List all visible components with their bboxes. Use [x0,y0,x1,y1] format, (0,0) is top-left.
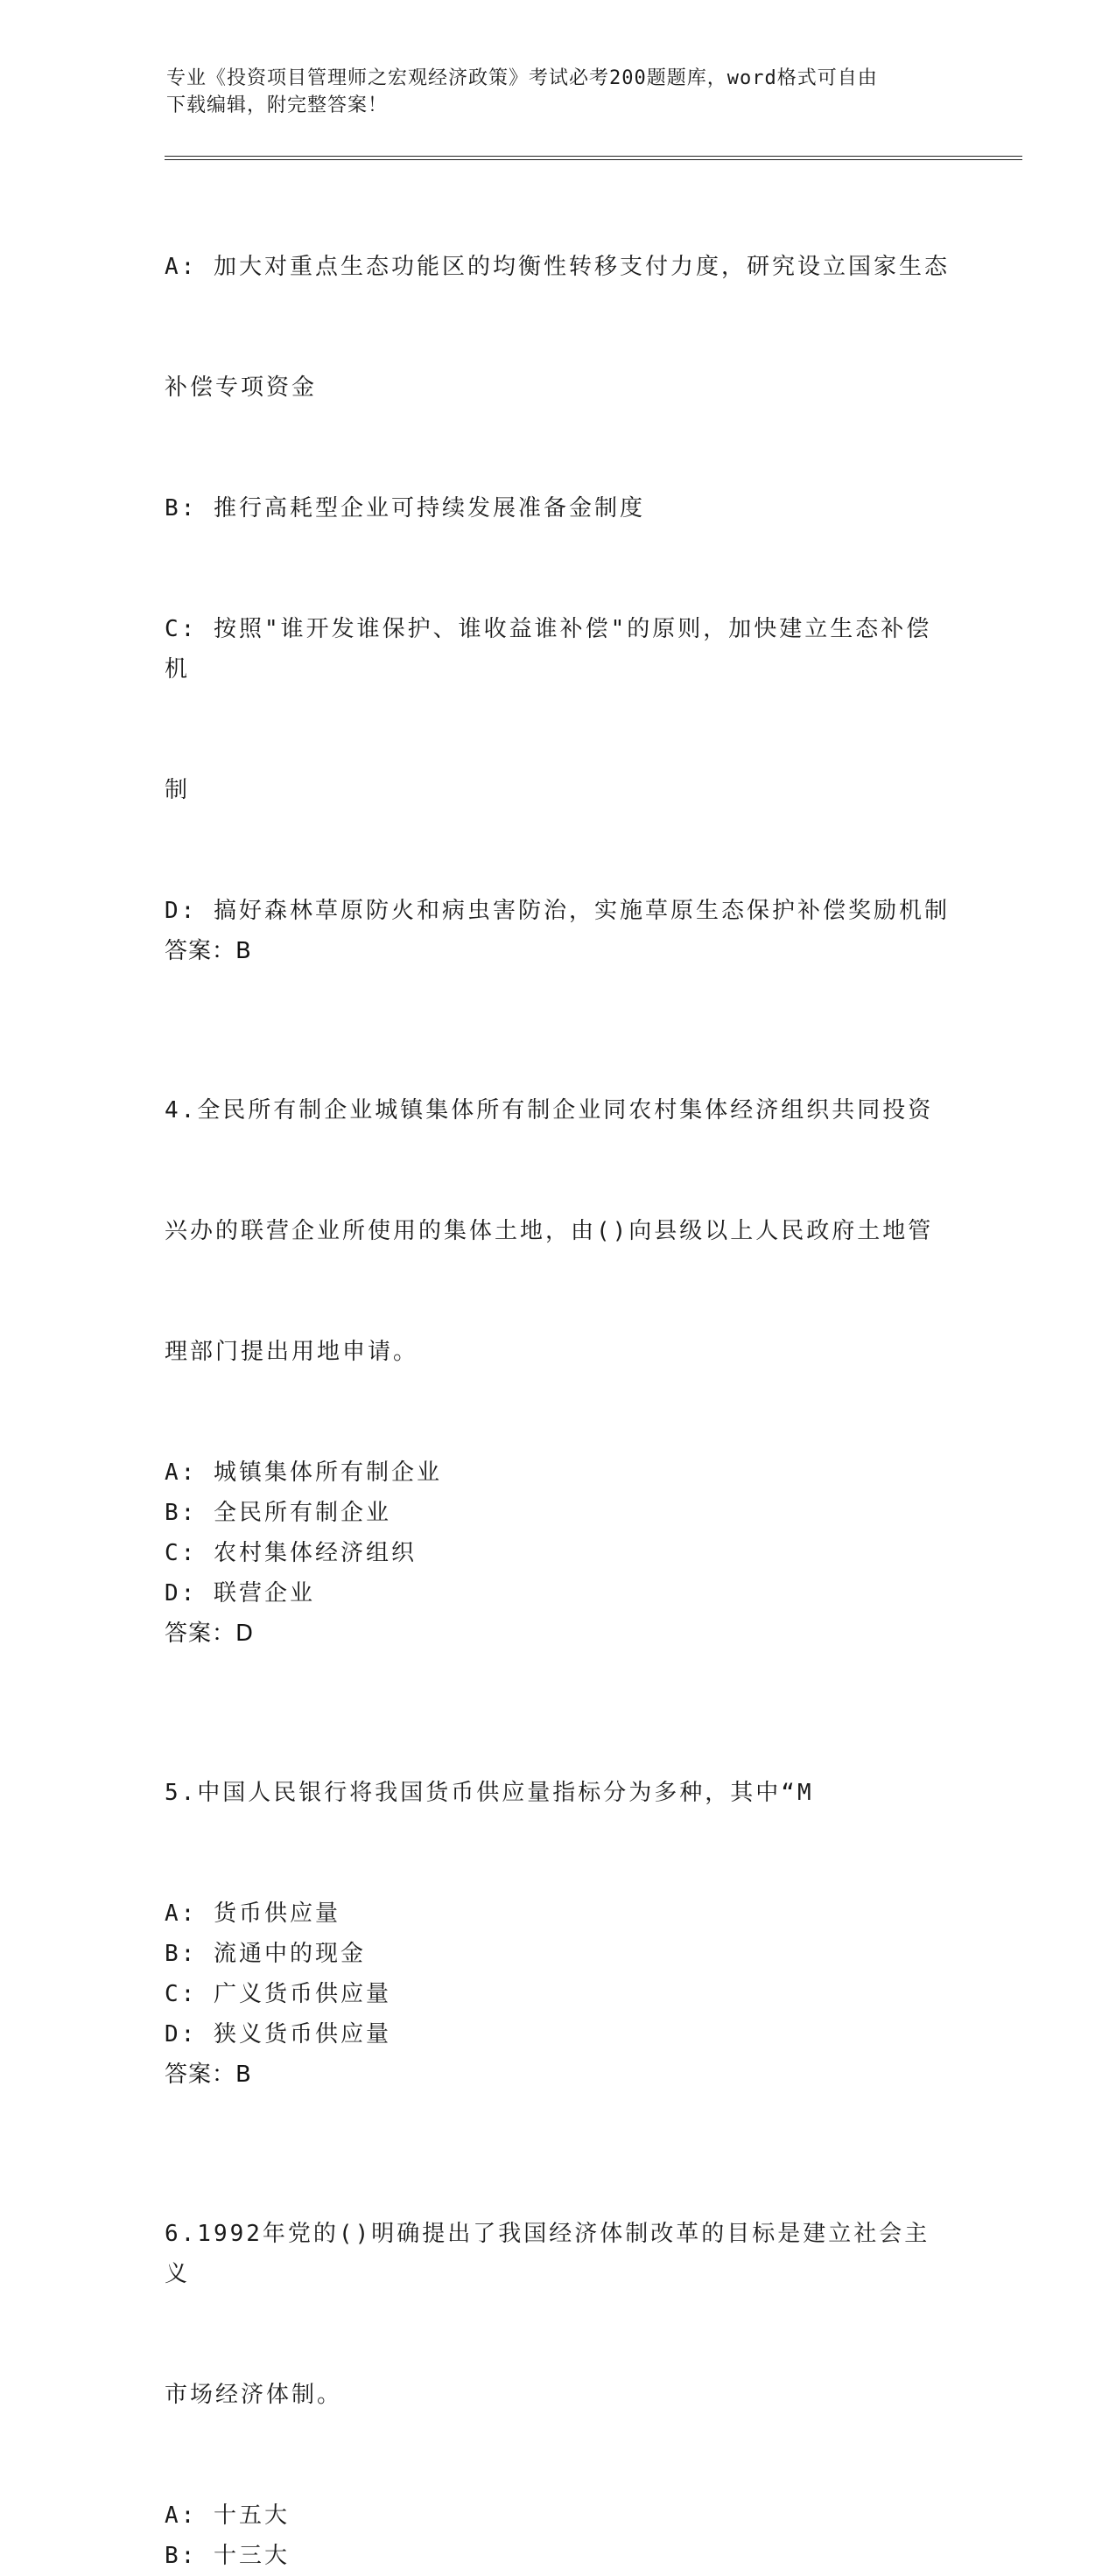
option-d: D: 狭义货币供应量 [165,2021,391,2048]
question-block-5 [165,1692,952,2095]
option-b: B: 推行高耗型企业可持续发展准备金制度 [165,495,645,522]
option-d: D: 联营企业 [165,1580,315,1606]
option-c: C: 按照"谁开发谁保护、谁收益谁补偿"的原则，加快建立生态补偿机 制 [165,616,932,803]
document-header [166,65,954,119]
question-block-4 [165,1010,952,1654]
option-a: A: 加大对重点生态功能区的均衡性转移支付力度，研究设立国家生态 补偿专项资金 [165,254,950,401]
option-b: B: 全民所有制企业 [165,1500,391,1526]
header-divider-bottom [165,159,1022,160]
option-a: A: 货币供应量 [165,1900,340,1927]
option-c: C: 广义货币供应量 [165,1981,391,2007]
option-c: C: 农村集体经济组织 [165,1540,417,1566]
answer-label: 答案：B [165,2062,252,2088]
question-block-6 [165,2133,952,2576]
question-block-3 [165,166,952,971]
question-text: 6.1992年党的()明确提出了我国经济体制改革的目标是建立社会主义 市场经济体制。 [165,2221,930,2408]
header-divider-top [165,156,1022,157]
question-text: 4.全民所有制企业城镇集体所有制企业同农村集体经济组织共同投资 兴办的联营企业所使用的集体土地，由()向县级以上人民政府土地管 理部门提出用地申请。 [165,1097,934,1365]
option-b: B: 十三大 [165,2543,290,2569]
question-text: 5.中国人民银行将我国货币供应量指标分为多种，其中“M [165,1780,814,1806]
answer-label: 答案：D [165,1620,255,1647]
option-d: D: 搞好森林草原防火和病虫害防治，实施草原生态保护补偿奖励机制 [165,898,950,924]
header-line-1: 专业《投资项目管理师之宏观经济政策》考试必考200题题库，word格式可自由 [166,67,878,89]
question-list [165,166,952,2576]
header-line-2: 下载编辑，附完整答案！ [166,94,389,116]
option-a: A: 十五大 [165,2502,290,2529]
option-b: B: 流通中的现金 [165,1941,366,1967]
option-a: A: 城镇集体所有制企业 [165,1460,442,1486]
answer-label: 答案：B [165,938,252,964]
